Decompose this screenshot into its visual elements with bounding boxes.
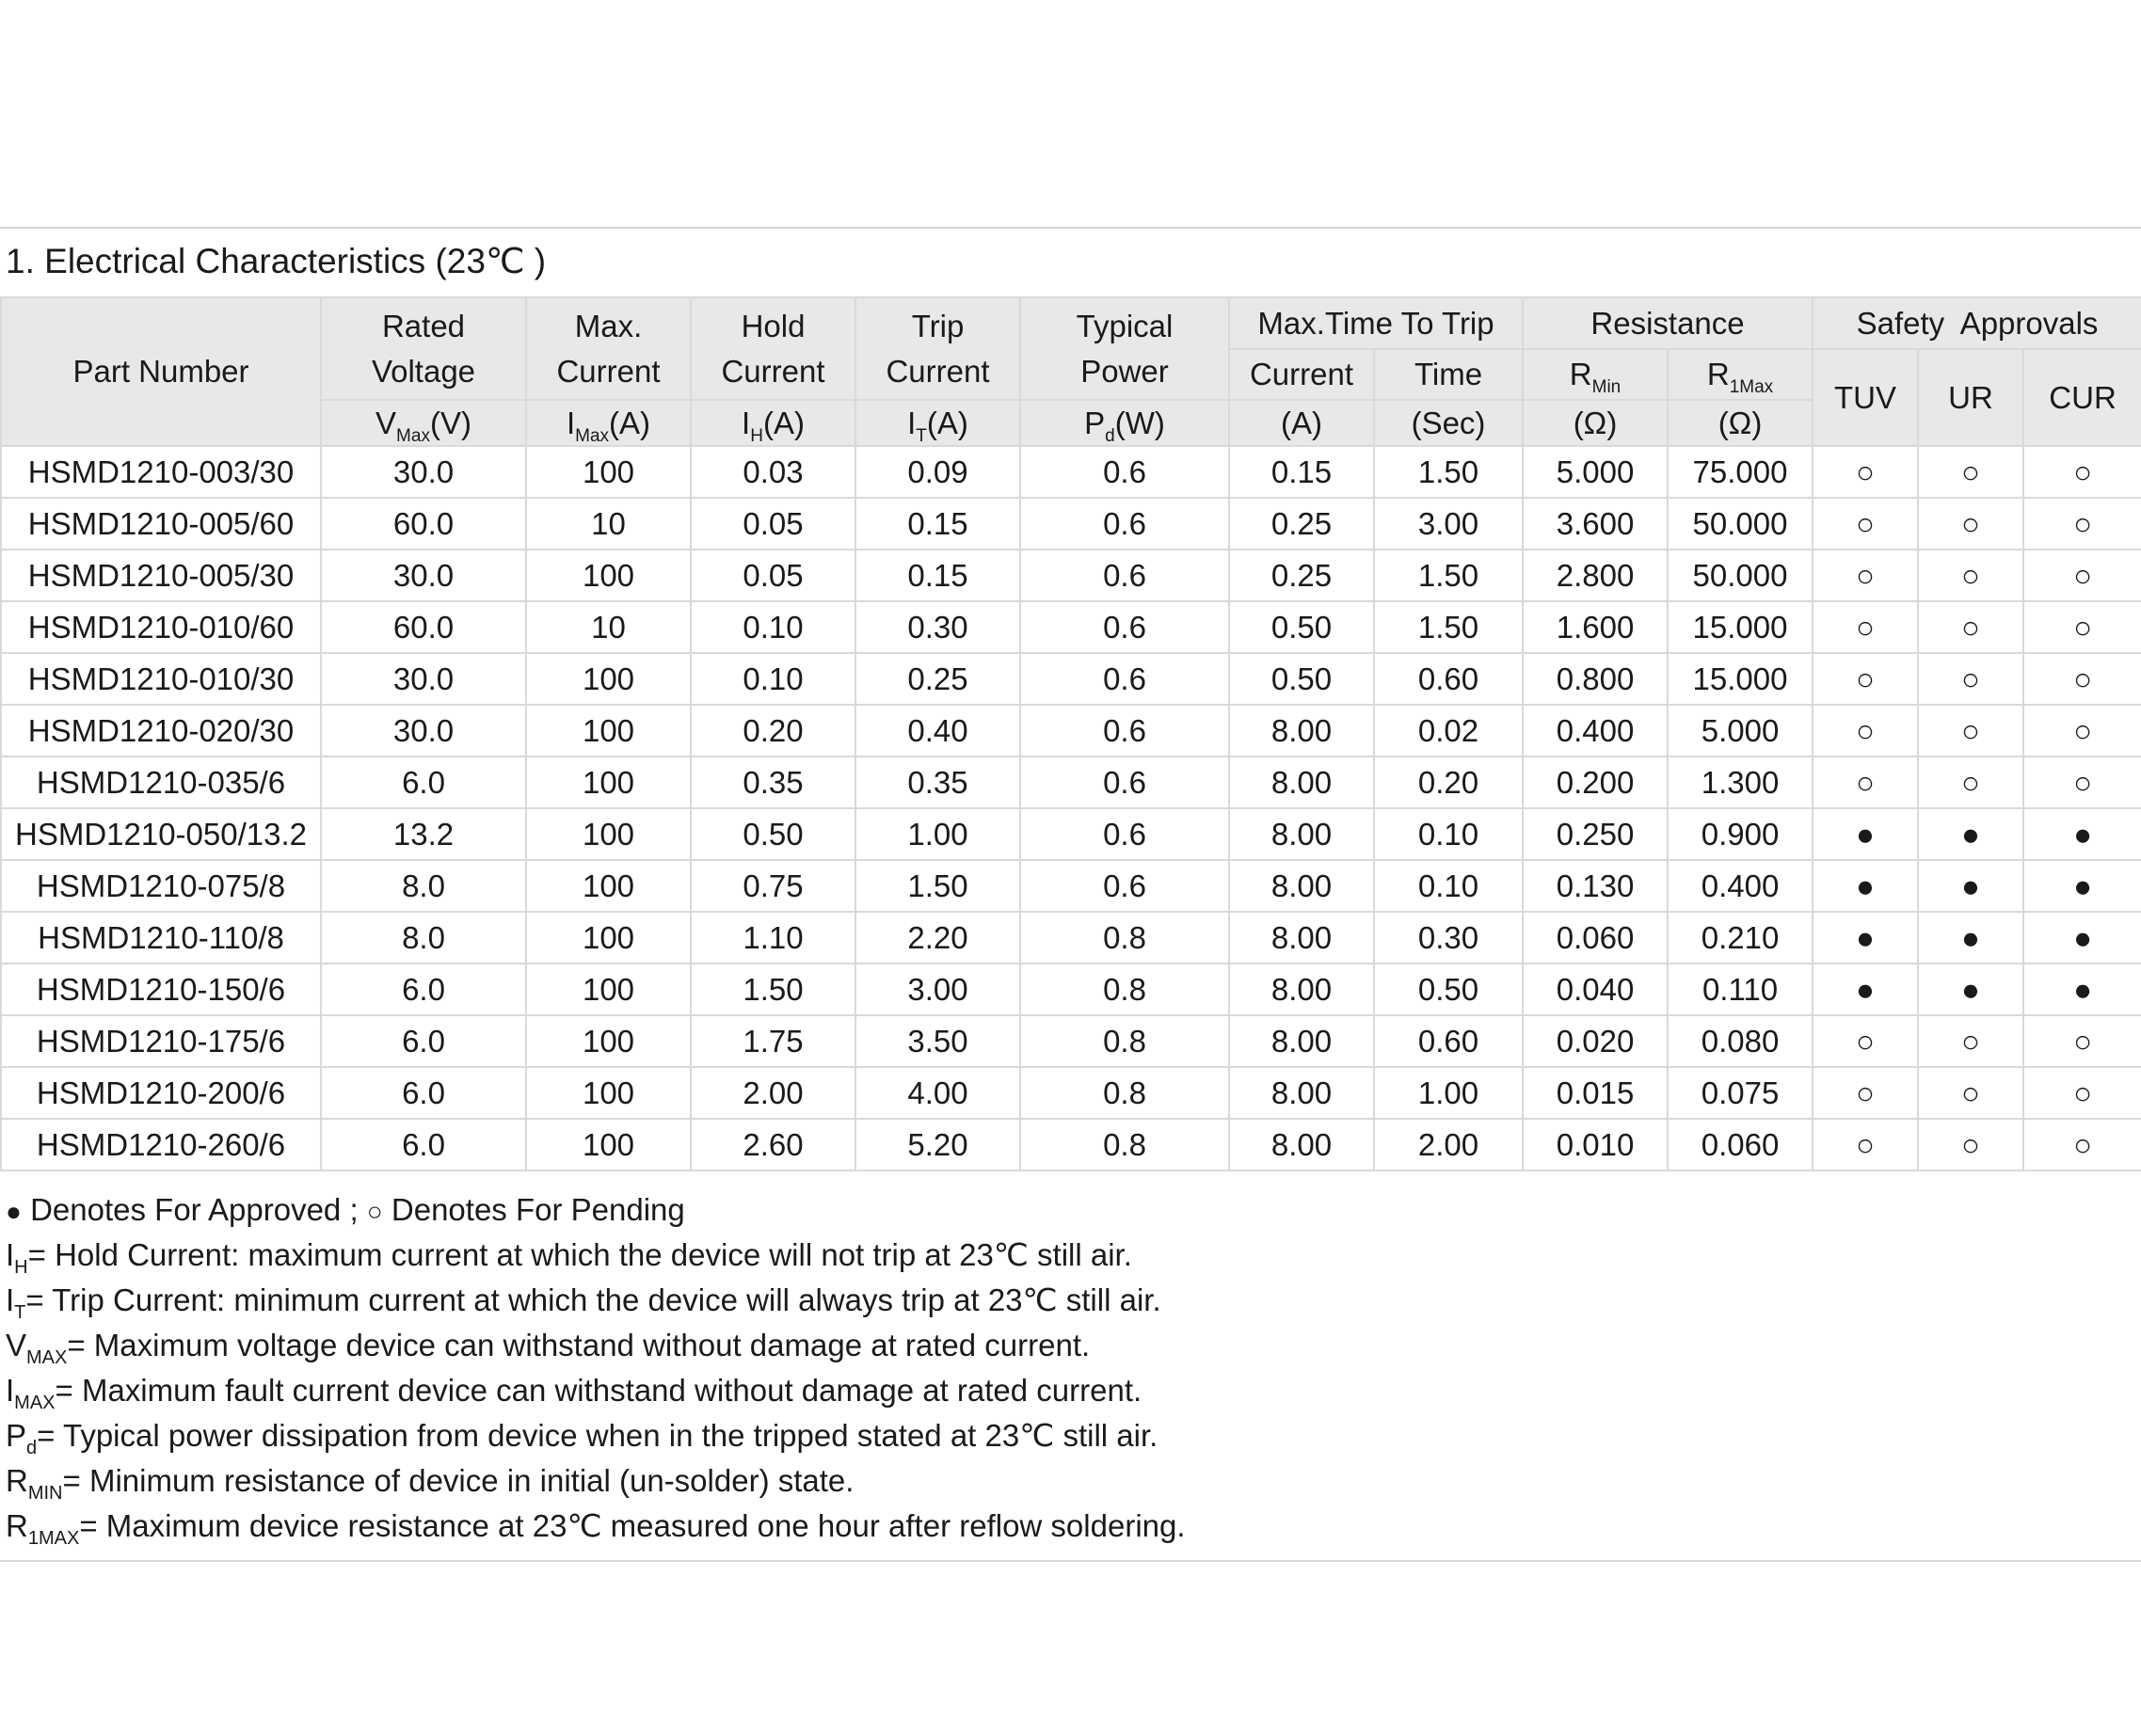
approved-symbol: ●: [6, 1197, 22, 1226]
cell-r1max: 0.210: [1668, 912, 1813, 964]
cell-trip-current: 8.00: [1229, 1119, 1374, 1171]
cell-vmax: 8.0: [321, 860, 526, 912]
cell-vmax: 60.0: [321, 601, 526, 653]
table-row: [1, 705, 2141, 757]
cell-part-number: HSMD1210-150/6: [1, 964, 321, 1015]
cell-rmin: 0.010: [1523, 1119, 1668, 1171]
cell-ih: 0.05: [691, 549, 855, 601]
cell-rmin: 0.130: [1523, 860, 1668, 912]
cell-part-number: HSMD1210-050/13.2: [1, 808, 321, 860]
cell-imax: 100: [526, 653, 691, 705]
cell-tuv: ●: [1813, 808, 1918, 860]
cell-tuv: ○: [1813, 1067, 1918, 1119]
header-cur: CUR: [2023, 349, 2141, 446]
top-divider: [0, 227, 2141, 229]
cell-cur: ○: [2023, 1067, 2141, 1119]
table-body: [1, 446, 2141, 1171]
header-typical-power: Typical Power: [1020, 297, 1229, 400]
unit-trip-current: (A): [1229, 400, 1374, 446]
cell-trip-current: 8.00: [1229, 912, 1374, 964]
cell-rmin: 0.060: [1523, 912, 1668, 964]
cell-trip-time: 1.50: [1374, 549, 1523, 601]
table-row: [1, 1119, 2141, 1171]
cell-part-number: HSMD1210-010/30: [1, 653, 321, 705]
pending-symbol: ○: [366, 1197, 383, 1226]
header-rated-voltage: Rated Voltage: [321, 297, 526, 400]
cell-rmin: 5.000: [1523, 446, 1668, 498]
note-imax: $I_{MAX}=$ Maximum fault current device can withstand without damage at rated current.: [6, 1373, 1142, 1413]
cell-cur: ●: [2023, 912, 2141, 964]
cell-vmax: 6.0: [321, 1015, 526, 1067]
cell-trip-current: 8.00: [1229, 757, 1374, 808]
cell-it: 4.00: [855, 1067, 1020, 1119]
cell-trip-current: 8.00: [1229, 808, 1374, 860]
header-resistance: Resistance: [1523, 297, 1813, 349]
cell-ih: 0.03: [691, 446, 855, 498]
cell-r1max: 50.000: [1668, 549, 1813, 601]
cell-vmax: 6.0: [321, 1119, 526, 1171]
header-safety-approvals: Safety Approvals: [1813, 297, 2141, 349]
cell-part-number: HSMD1210-003/30: [1, 446, 321, 498]
legend-line: [6, 1187, 1186, 1233]
cell-cur: ○: [2023, 705, 2141, 757]
cell-ih: 0.10: [691, 653, 855, 705]
cell-pd: 0.8: [1020, 1067, 1229, 1119]
table-row: [1, 964, 2141, 1015]
cell-rmin: 0.015: [1523, 1067, 1668, 1119]
note-rmin: $R_{MIN}=$ Minimum resistance of device in initial (un-solder) state.: [6, 1463, 855, 1504]
note-vmax: $V_{MAX}=$ Maximum voltage device can withstand without damage at rated current.: [6, 1328, 1091, 1368]
cell-imax: 100: [526, 549, 691, 601]
cell-ur: ○: [1918, 653, 2023, 705]
notes: [6, 1187, 1186, 1549]
cell-part-number: HSMD1210-035/6: [1, 757, 321, 808]
cell-tuv: ●: [1813, 912, 1918, 964]
cell-part-number: HSMD1210-010/60: [1, 601, 321, 653]
cell-rmin: 0.020: [1523, 1015, 1668, 1067]
cell-tuv: ○: [1813, 601, 1918, 653]
cell-ur: ○: [1918, 601, 2023, 653]
cell-ih: 0.05: [691, 498, 855, 549]
cell-vmax: 6.0: [321, 757, 526, 808]
table-row: [1, 549, 2141, 601]
table-row: [1, 446, 2141, 498]
cell-cur: ○: [2023, 653, 2141, 705]
cell-tuv: ○: [1813, 1119, 1918, 1171]
cell-trip-time: 1.50: [1374, 601, 1523, 653]
header-rmin: $R_{Min}$: [1523, 349, 1668, 400]
cell-trip-current: 8.00: [1229, 860, 1374, 912]
cell-r1max: 0.060: [1668, 1119, 1813, 1171]
cell-vmax: 8.0: [321, 912, 526, 964]
cell-vmax: 60.0: [321, 498, 526, 549]
cell-trip-time: 0.10: [1374, 808, 1523, 860]
cell-cur: ●: [2023, 808, 2141, 860]
cell-pd: 0.6: [1020, 601, 1229, 653]
cell-trip-time: 2.00: [1374, 1119, 1523, 1171]
cell-trip-time: 0.30: [1374, 912, 1523, 964]
cell-it: 0.15: [855, 549, 1020, 601]
cell-ur: ○: [1918, 757, 2023, 808]
cell-r1max: 15.000: [1668, 653, 1813, 705]
cell-pd: 0.6: [1020, 653, 1229, 705]
table-row: [1, 912, 2141, 964]
cell-trip-current: 0.25: [1229, 498, 1374, 549]
bottom-divider: [0, 1560, 2141, 1562]
cell-r1max: 15.000: [1668, 601, 1813, 653]
unit-imax: $I_{Max}(A)$: [526, 400, 691, 446]
cell-pd: 0.6: [1020, 860, 1229, 912]
cell-tuv: ○: [1813, 653, 1918, 705]
cell-imax: 100: [526, 912, 691, 964]
cell-pd: 0.6: [1020, 705, 1229, 757]
cell-vmax: 6.0: [321, 1067, 526, 1119]
unit-r1max: (Ω): [1668, 400, 1813, 446]
cell-rmin: 0.040: [1523, 964, 1668, 1015]
cell-it: 1.00: [855, 808, 1020, 860]
cell-it: 3.00: [855, 964, 1020, 1015]
cell-trip-time: 0.20: [1374, 757, 1523, 808]
cell-part-number: HSMD1210-175/6: [1, 1015, 321, 1067]
electrical-characteristics-table: [0, 296, 2141, 1171]
cell-pd: 0.6: [1020, 808, 1229, 860]
cell-part-number: HSMD1210-260/6: [1, 1119, 321, 1171]
cell-cur: ○: [2023, 601, 2141, 653]
header-trip-current: Trip Current: [855, 297, 1020, 400]
cell-tuv: ●: [1813, 860, 1918, 912]
header-trip-current-sub: Current: [1229, 349, 1374, 400]
cell-ih: 1.50: [691, 964, 855, 1015]
cell-imax: 100: [526, 705, 691, 757]
cell-cur: ○: [2023, 498, 2141, 549]
unit-vmax: $V_{Max}(V)$: [321, 400, 526, 446]
cell-vmax: 30.0: [321, 653, 526, 705]
cell-r1max: 0.900: [1668, 808, 1813, 860]
cell-pd: 0.8: [1020, 912, 1229, 964]
cell-rmin: 0.250: [1523, 808, 1668, 860]
cell-r1max: 0.110: [1668, 964, 1813, 1015]
cell-rmin: 1.600: [1523, 601, 1668, 653]
note-pd: $P_d=$ Typical power dissipation from device when in the tripped stated at 23℃ still air.: [6, 1418, 1158, 1458]
cell-vmax: 30.0: [321, 705, 526, 757]
cell-imax: 100: [526, 808, 691, 860]
cell-cur: ○: [2023, 1015, 2141, 1067]
cell-rmin: 0.200: [1523, 757, 1668, 808]
cell-ih: 1.75: [691, 1015, 855, 1067]
cell-trip-current: 8.00: [1229, 1015, 1374, 1067]
cell-ih: 2.00: [691, 1067, 855, 1119]
cell-trip-current: 0.50: [1229, 601, 1374, 653]
cell-tuv: ○: [1813, 1015, 1918, 1067]
cell-cur: ○: [2023, 1119, 2141, 1171]
cell-imax: 100: [526, 446, 691, 498]
cell-ih: 1.10: [691, 912, 855, 964]
cell-trip-time: 0.60: [1374, 1015, 1523, 1067]
cell-ih: 0.20: [691, 705, 855, 757]
cell-ur: ○: [1918, 705, 2023, 757]
cell-trip-current: 0.15: [1229, 446, 1374, 498]
cell-ur: ●: [1918, 912, 2023, 964]
header-part-number: Part Number: [1, 297, 321, 446]
cell-cur: ○: [2023, 757, 2141, 808]
cell-pd: 0.6: [1020, 757, 1229, 808]
cell-pd: 0.8: [1020, 1015, 1229, 1067]
cell-part-number: HSMD1210-020/30: [1, 705, 321, 757]
approved-legend-text: Denotes For Approved ;: [21, 1192, 367, 1227]
header-max-time-to-trip: Max.Time To Trip: [1229, 297, 1523, 349]
unit-trip-time: (Sec): [1374, 400, 1523, 446]
note-it: $I_T=$ Trip Current: minimum current at which the device will always trip at 23℃ still air.: [6, 1282, 1161, 1323]
cell-it: 0.30: [855, 601, 1020, 653]
cell-part-number: HSMD1210-075/8: [1, 860, 321, 912]
header-tuv: TUV: [1813, 349, 1918, 446]
cell-ur: ○: [1918, 1119, 2023, 1171]
cell-cur: ○: [2023, 549, 2141, 601]
cell-tuv: ○: [1813, 705, 1918, 757]
cell-rmin: 0.400: [1523, 705, 1668, 757]
cell-rmin: 2.800: [1523, 549, 1668, 601]
cell-rmin: 3.600: [1523, 498, 1668, 549]
cell-it: 2.20: [855, 912, 1020, 964]
cell-trip-current: 8.00: [1229, 705, 1374, 757]
cell-it: 3.50: [855, 1015, 1020, 1067]
cell-imax: 100: [526, 964, 691, 1015]
cell-tuv: ○: [1813, 549, 1918, 601]
cell-tuv: ●: [1813, 964, 1918, 1015]
cell-r1max: 1.300: [1668, 757, 1813, 808]
unit-rmin: (Ω): [1523, 400, 1668, 446]
cell-it: 0.15: [855, 498, 1020, 549]
cell-ur: ○: [1918, 498, 2023, 549]
cell-trip-current: 0.50: [1229, 653, 1374, 705]
cell-imax: 10: [526, 498, 691, 549]
cell-r1max: 50.000: [1668, 498, 1813, 549]
cell-r1max: 0.075: [1668, 1067, 1813, 1119]
cell-part-number: HSMD1210-200/6: [1, 1067, 321, 1119]
table-row: [1, 601, 2141, 653]
header-r1max: $R_{1Max}$: [1668, 349, 1813, 400]
section-title: 1. Electrical Characteristics (23℃ ): [6, 242, 547, 280]
cell-cur: ●: [2023, 964, 2141, 1015]
cell-vmax: 30.0: [321, 446, 526, 498]
cell-trip-current: 0.25: [1229, 549, 1374, 601]
cell-ur: ○: [1918, 1015, 2023, 1067]
cell-trip-time: 1.00: [1374, 1067, 1523, 1119]
cell-trip-time: 0.60: [1374, 653, 1523, 705]
unit-pd: $P_d(W)$: [1020, 400, 1229, 446]
cell-ur: ●: [1918, 860, 2023, 912]
note-r1max: $R_{1MAX}=$ Maximum device resistance at 23℃ measured one hour after reflow soldering.: [6, 1508, 1186, 1549]
unit-it: $I_T(A)$: [855, 400, 1020, 446]
table-row: [1, 653, 2141, 705]
cell-it: 0.09: [855, 446, 1020, 498]
cell-imax: 10: [526, 601, 691, 653]
cell-imax: 100: [526, 860, 691, 912]
table-row: [1, 757, 2141, 808]
cell-trip-time: 3.00: [1374, 498, 1523, 549]
cell-vmax: 30.0: [321, 549, 526, 601]
cell-part-number: HSMD1210-110/8: [1, 912, 321, 964]
table-row: [1, 1067, 2141, 1119]
cell-ur: ●: [1918, 964, 2023, 1015]
cell-imax: 100: [526, 1119, 691, 1171]
cell-r1max: 75.000: [1668, 446, 1813, 498]
cell-trip-current: 8.00: [1229, 1067, 1374, 1119]
cell-ur: ○: [1918, 1067, 2023, 1119]
table-row: [1, 498, 2141, 549]
cell-ih: 0.75: [691, 860, 855, 912]
cell-imax: 100: [526, 757, 691, 808]
cell-pd: 0.8: [1020, 964, 1229, 1015]
cell-trip-current: 8.00: [1229, 964, 1374, 1015]
cell-trip-time: 1.50: [1374, 446, 1523, 498]
cell-vmax: 13.2: [321, 808, 526, 860]
cell-ih: 0.35: [691, 757, 855, 808]
cell-part-number: HSMD1210-005/30: [1, 549, 321, 601]
header-ur: UR: [1918, 349, 2023, 446]
table-row: [1, 1015, 2141, 1067]
cell-r1max: 5.000: [1668, 705, 1813, 757]
cell-tuv: ○: [1813, 757, 1918, 808]
unit-ih: $I_H(A)$: [691, 400, 855, 446]
cell-ur: ○: [1918, 446, 2023, 498]
cell-ih: 0.10: [691, 601, 855, 653]
cell-pd: 0.6: [1020, 498, 1229, 549]
cell-r1max: 0.080: [1668, 1015, 1813, 1067]
cell-ih: 0.50: [691, 808, 855, 860]
cell-rmin: 0.800: [1523, 653, 1668, 705]
cell-it: 0.25: [855, 653, 1020, 705]
cell-pd: 0.6: [1020, 446, 1229, 498]
header-max-current: Max. Current: [526, 297, 691, 400]
header-hold-current: Hold Current: [691, 297, 855, 400]
cell-cur: ○: [2023, 446, 2141, 498]
cell-it: 0.40: [855, 705, 1020, 757]
table-header: [1, 297, 2141, 446]
cell-vmax: 6.0: [321, 964, 526, 1015]
table-row: [1, 860, 2141, 912]
cell-pd: 0.8: [1020, 1119, 1229, 1171]
cell-pd: 0.6: [1020, 549, 1229, 601]
cell-imax: 100: [526, 1067, 691, 1119]
cell-it: 0.35: [855, 757, 1020, 808]
table-row: [1, 808, 2141, 860]
pending-legend-text: Denotes For Pending: [382, 1192, 685, 1227]
header-trip-time-sub: Time: [1374, 349, 1523, 400]
cell-tuv: ○: [1813, 498, 1918, 549]
cell-it: 5.20: [855, 1119, 1020, 1171]
cell-ih: 2.60: [691, 1119, 855, 1171]
cell-ur: ●: [1918, 808, 2023, 860]
cell-cur: ●: [2023, 860, 2141, 912]
cell-trip-time: 0.10: [1374, 860, 1523, 912]
cell-trip-time: 0.02: [1374, 705, 1523, 757]
cell-r1max: 0.400: [1668, 860, 1813, 912]
cell-it: 1.50: [855, 860, 1020, 912]
cell-trip-time: 0.50: [1374, 964, 1523, 1015]
cell-part-number: HSMD1210-005/60: [1, 498, 321, 549]
cell-tuv: ○: [1813, 446, 1918, 498]
note-ih: $I_H=$ Hold Current: maximum current at which the device will not trip at 23℃ still air.: [6, 1237, 1132, 1278]
cell-ur: ○: [1918, 549, 2023, 601]
cell-imax: 100: [526, 1015, 691, 1067]
